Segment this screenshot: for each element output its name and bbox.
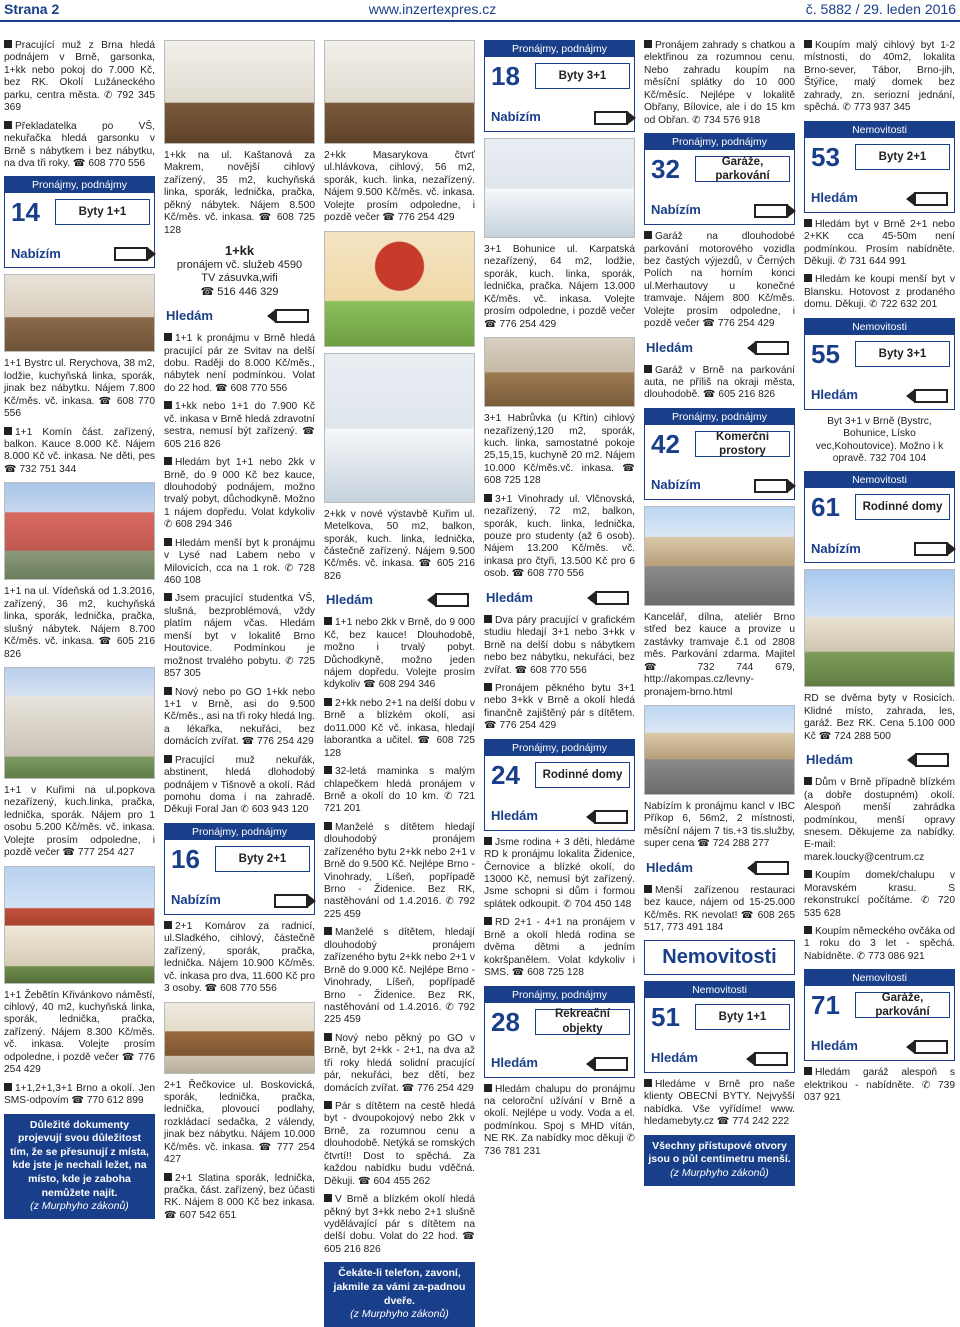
- arrow-right-icon: [914, 542, 948, 556]
- section-box: [4, 176, 155, 268]
- column-6: [804, 40, 955, 1327]
- classified-ad: Hledám byt v Brně 2+1 nebo 2+KK cca 45-50m není podmínkou. Prosím nabídněte. Děkuji. ✆ 731 644 991: [804, 218, 955, 267]
- classified-ad: Nový nebo po GO 1+kk nebo 1+1 v Brně, asi do 9.500 Kč/měs., asi na tři roky hledá Ing. a lékařka, nekuřáci, bez domácích zvířat. ☎ 776 254 429: [164, 686, 315, 748]
- section-header: Pronájmy, podnájmy: [485, 987, 634, 1003]
- classified-ad: 2+kk v nové výstavbě Kuřim ul. Metelkova, 50 m2, balkon, sporák, kuch. linka, lednička, částečně zařízený. Nájem 9.500 Kč/měs. vč. inkasa. ☎ 605 216 826: [324, 508, 475, 582]
- section-label: [324, 589, 475, 611]
- section-category: Byty 1+1: [695, 1004, 790, 1030]
- classified-ad: Koupím domek/chalupu v Moravském krasu. S rekonstrukcí počítáme. ✆ 720 535 628: [804, 870, 955, 919]
- section-category: Byty 2+1: [215, 846, 310, 872]
- section-box: [484, 40, 635, 132]
- classified-ad: Pronájem zahrady s chatkou a elektřinou za rozumnou cenu. Nebo zahradu koupím na měsíční splátky do 10 000 Kč/měsíc. Nejlépe v lokalitě Obřany, Bílovice, ale i do 15 km od Obřan. ✆ 734 576 918: [644, 40, 795, 126]
- classified-ad: Hledám garáž alespoň s elektrikou - nabídněte. ✆ 739 037 921: [804, 1067, 955, 1104]
- classified-ad: 1+1,2+1,3+1 Brno a okolí. Jen SMS-odpovím ☎ 770 612 899: [4, 1082, 155, 1107]
- section-number: 32: [651, 154, 680, 185]
- notice-author: (z Murphyho zákonů): [350, 1308, 449, 1321]
- boxed-ad-line: pronájem vč. služeb 4590: [176, 258, 303, 271]
- classified-ad: V Brně a blízkém okolí hledá pěkný byt 3+kk nebo 2+1 slušně vydělávající pár s dítětem na delší dobu. Volat do 22 hod. ☎ 605 216 826: [324, 1194, 475, 1255]
- section-number: 61: [811, 492, 840, 523]
- column-3: [324, 40, 475, 1327]
- arrow-left-icon: [275, 309, 309, 323]
- site-url[interactable]: www.inzertexpres.cz: [368, 1, 497, 18]
- section-subtitle: Hledám: [811, 1038, 858, 1054]
- ads-columns: [4, 40, 958, 1327]
- street-photo: [644, 506, 795, 606]
- section-category: Byty 2+1: [855, 144, 950, 170]
- notice-text: Všechny přístupové otvory jsou o půl centimetru menší.: [648, 1139, 791, 1166]
- classified-ad: Menší zařízenou restauraci bez kauce, nájem od 15-25.000 Kč/měs. RK nevolat! ☎ 608 265 517, 773 491 184: [644, 884, 795, 933]
- building-photo: [4, 667, 155, 779]
- classified-ad: 1+1 Komín část. zařízený, balkon. Kauce 8.000 Kč. Nájem 8.000 Kč vč. inkasa. Ne děti, pes ☎ 732 751 344: [4, 426, 155, 475]
- boxed-ad-line: TV zásuvka,wifi: [201, 272, 278, 285]
- notice-text: Důležité dokumenty projevují svou důležitost tím, že se přesunují z místa, kde jste je nechali ležet, na místo, kde je zaboha nemůžete najít.: [10, 1118, 149, 1199]
- classified-ad: Garáž na dlouhodobé parkování motorového vozidla bez častých výjezdů, v Černých Polích na horním konci ul.Merhautovy u konečné tramvaje. Nájem 800 Kč/měs. Volejte prosím odpoledne, i pozdě večer ☎ 776 254 429: [644, 231, 795, 330]
- cartoon-house-illustration: [324, 231, 475, 347]
- section-box: [804, 471, 955, 563]
- room-photo: [484, 337, 635, 407]
- section-header: Nemovitosti: [805, 122, 954, 138]
- classified-ad: Pronájem pěkného bytu 3+1 nebo 3+kk v Brně a okolí hledá finančně zajištěný pár s dítětem. ☎ 776 254 429: [484, 682, 635, 732]
- arrow-right-icon: [754, 479, 788, 493]
- notice-author: (z Murphyho zákonů): [30, 1200, 129, 1213]
- office-building-photo: [644, 705, 795, 795]
- section-box: [484, 986, 635, 1078]
- classified-ad: Překladatelka po VŠ, nekuřačka hledá garsonku v Brně s nábytkem i bez nábytku, na dva tři roky. ☎ 608 770 556: [4, 120, 155, 169]
- section-number: 24: [491, 759, 520, 790]
- section-label-text: Hledám: [806, 752, 853, 768]
- section-number: 28: [491, 1006, 520, 1037]
- murphy-notice: [324, 1262, 475, 1327]
- arrow-left-icon: [914, 192, 948, 206]
- section-label: [484, 587, 635, 609]
- section-number: 42: [651, 428, 680, 459]
- section-number: 14: [11, 197, 40, 228]
- house-photo: [4, 866, 155, 984]
- classified-ad: Hledám ke koupi menší byt v Blansku. Hotovost z prodaného domu. Děkuji. ✆ 722 632 201: [804, 274, 955, 311]
- classified-ad: Hledáme v Brně pro naše klienty OBECNÍ BYTY. Nejvyšší nabídka. Vše vyřídíme! www. hledamebyty.cz ☎ 774 242 222: [644, 1078, 795, 1128]
- section-category: Rodinné domy: [535, 762, 630, 788]
- notice-text: Čekáte-li telefon, zavoní, jakmile za vámi za-padnou dveře.: [333, 1267, 466, 1307]
- classified-ad: 3+1 Habrůvka (u Křtin) cihlový nezařízený,120 m2, sporák, kuch. linka, samostatné pokoje 25,15,15, kuchyně 20 m2. Nájem 10.000 Kč/měs.vč. inkasa. ☎ 608 725 128: [484, 413, 635, 487]
- arrow-left-icon: [594, 810, 628, 824]
- section-subtitle: Hledám: [651, 1049, 698, 1065]
- section-box: [804, 121, 955, 213]
- section-box: [644, 981, 795, 1073]
- room-photo: [4, 274, 155, 352]
- section-subtitle: Nabízím: [651, 477, 701, 493]
- column-5: [644, 40, 795, 1327]
- classified-ad: 1+1 nebo 2kk v Brně, do 9 000 Kč, bez kauce! Dlouhodobě, možno i trvalý pobyt. Důchodkyně, možno jeden nájem dopředu. Volejte prosím kdykoliv ☎ 608 294 346: [324, 617, 475, 691]
- kitchen-photo: [164, 1002, 315, 1074]
- section-category: Garáže, parkování: [695, 156, 790, 182]
- section-header: Pronájmy, podnájmy: [645, 409, 794, 425]
- section-category: Byty 3+1: [535, 63, 630, 89]
- page-header: [0, 0, 960, 22]
- classified-ad: 2+kk Masarykova čtvrť ul.hlávkova, cihlový, 56 m2, sporák, kuch. linka, nezařízený. Nájem 9.500 Kč/měs. vč. inkasa. Volejte prosím odpoledne, i pozdě večer ☎ 776 254 429: [324, 150, 475, 224]
- classified-ad: Pár s dítětem na cestě hledá byt - dvoupokojový nebo 2kk v Brně, za rozumnou cenu a dlouhodobě. Netýká se romských čtvrtí!! Dost to spěchá. Za každou nabídku budu vděčná. Děkuji. ☎ 604 455 262: [324, 1101, 475, 1187]
- section-subtitle: Nabízím: [491, 109, 541, 125]
- section-header: Nemovitosti: [805, 319, 954, 335]
- classified-ad: 2+1 Slatina sporák, lednička, pračka, část. zařízený, bez účasti RK. Nájem 8 000 Kč bez inkasa. ☎ 607 542 651: [164, 1172, 315, 1221]
- classified-ad: 1+1 k pronájmu v Brně hledá pracující pár ze Svitav na delší dobu. Raději do 8.000 Kč/měs., nábytek není podmínkou. Volat do 22 hod. ☎ 608 770 556: [164, 333, 315, 394]
- column-4: [484, 40, 635, 1327]
- section-number: 71: [811, 990, 840, 1021]
- classified-ad: 2+1 Řečkovice ul. Boskovická, sporák, lednička, pračka, lednička, plovoucí podlahy, rozkládací sedačka, 2 válendy, jinak bez nábytku. Nájem 10.000 Kč/měs. vč. inkasa. ☎ 777 254 427: [164, 1079, 315, 1166]
- classified-ad: Pracující muž z Brna hledá podnájem v Brně, garsonka, 1+kk nebo pokoj do 7.000 Kč, bez RK. Okolí Lužáneckého parku, centra města. ✆ 792 345 369: [4, 40, 155, 114]
- section-number: 53: [811, 141, 840, 172]
- room-photo: [164, 40, 315, 144]
- murphy-notice: [644, 1135, 795, 1186]
- classified-ad: Hledám chalupu do pronájmu na celoroční užívání v Brně a okolí. Nejlépe u vody. Voda a el. podmínkou. Spoj s MHD vítán, NE RK. Za nabídky moc děkuji ✆ 736 781 231: [484, 1083, 635, 1157]
- arrow-left-icon: [914, 1040, 948, 1054]
- section-label-text: Hledám: [486, 589, 533, 605]
- classified-ad: Dům v Brně případně blízkém (a dobře dostupném) okolí. Alespoň menší zahrádka podmínkou, menší opravy snesem. Děkujeme za nabídky. E-mail: marek.loucky@centrum.cz: [804, 777, 955, 863]
- classified-ad: 2+1 Komárov za radnicí, ul.Sladkého, cihlový, částečně zařízený, sporák, pračka, lednička. Nájem 10.900 Kč/měs. vč. inkasa pro dva, 11.600 Kč pro 3 osoby. ☎ 608 770 556: [164, 920, 315, 995]
- section-subtitle: Nabízím: [651, 202, 701, 218]
- classified-ad: 3+1 Vinohrady ul. Vlčnovská, nezařízený, 72 m2, balkon, sporák, kuch. linka, lednička, pouze pro studenty (až 6 osob). Nájem 13.200 Kč/měs. vč. inkasa pro čtyři, 13.500 Kč pro 6 osob. ☎ 608 770 556: [484, 493, 635, 580]
- section-header: Pronájmy, podnájmy: [165, 824, 314, 840]
- section-category: Byty 3+1: [855, 341, 950, 367]
- arrow-left-icon: [595, 591, 629, 605]
- section-header: Pronájmy, podnájmy: [485, 740, 634, 756]
- arrow-left-icon: [754, 1052, 788, 1066]
- section-subtitle: Nabízím: [811, 540, 861, 556]
- classified-ad: 1+1 Žebětín Křivánkovo náměstí, cihlový, 40 m2, kuchyňská linka, sporák, lednička, pračka, zařízený. Nájem 8.300 Kč/měs. vč. inkasa. Volejte prosím odpoledne, i pozdě večer ☎ 776 254 429: [4, 989, 155, 1076]
- section-box: [164, 823, 315, 915]
- classified-ad: Byt 3+1 v Brně (Bystrc, Bohunice, Lísko vec,Kohoutovice). Možno i k opravě. 732 704 104: [815, 415, 944, 464]
- classified-ad: RD 2+1 - 4+1 na pronájem v Brně a okolí hledá rodina se dvěma dětmi a jedním kokršpanělem. Volat kdykoliv i SMS. ☎ 608 725 128: [484, 917, 635, 979]
- arrow-left-icon: [755, 861, 789, 875]
- classified-ad: 32-letá maminka s malým chlapečkem hledá pronájem v Brně a okolí do 10 km. ✆ 721 721 201: [324, 766, 475, 815]
- classified-ad: RD se dvěma byty v Rosicích. Klidné místo, zahrada, les, garáž. Bez RK. Cena 5.100 000 Kč ☎ 724 288 500: [804, 693, 955, 742]
- classified-ad: Jsem pracující studentka VŠ, slušná, bezproblémová, vždy platím nájem včas. Hledám menší byt v lokalitě Brno Houtovice. Podmínkou je možnost trvalého pobytu. ✆ 725 857 305: [164, 593, 315, 680]
- arrow-left-icon: [435, 593, 469, 607]
- section-subtitle: Hledám: [811, 189, 858, 205]
- classified-ad: 1+kk na ul. Kaštanová za Makrem, novější cihlový zařízený, 35 m2, kuchyňská linka, sporák, lednička, pračka, pěkný nábytek. Nájem 8.500 Kč/měs. vč. inkasa. ☎ 608 725 128: [164, 150, 315, 236]
- section-label-text: Hledám: [646, 859, 693, 875]
- section-subtitle: Hledám: [491, 1054, 538, 1070]
- bathtub-photo: [484, 138, 635, 238]
- notice-author: (z Murphyho zákonů): [670, 1166, 769, 1179]
- page-number: Strana 2: [4, 1, 60, 18]
- arrow-left-icon: [594, 1057, 628, 1071]
- classified-ad: Jsme rodina + 3 děti, hledáme RD k pronájmu lokalita Židenice, Černovice a blízké okolí, do 13000 Kč, nemusí být zařízený. Jsme schopni si dům i formou splátek odkoupit. ✆ 704 450 148: [484, 836, 635, 910]
- section-header: Nemovitosti: [645, 982, 794, 998]
- classified-ad: Garáž v Brně na parkování auta, ne příliš na okraji města, dlouhodobě. ☎ 605 216 826: [644, 364, 795, 401]
- arrow-left-icon: [914, 389, 948, 403]
- bathroom-photo: [324, 353, 475, 503]
- section-label: [644, 337, 795, 359]
- classified-ad: Koupím malý cihlový byt 1-2 místnosti, do 40m2, lokalita Brno-sever, Tábor, Brno-jih, Štýřice, malý domek bez zahrady, zn. seriozní jednání, spěchá. ✆ 773 937 345: [804, 40, 955, 114]
- boxed-ad: [164, 243, 315, 299]
- section-category: Komerční prostory: [695, 431, 790, 457]
- arrow-left-icon: [915, 753, 949, 767]
- building-photo: [4, 482, 155, 580]
- classified-ad: Koupím německého ovčáka od 1 roku do 3 let - spěchá. Nabídněte. ✆ 773 086 921: [804, 926, 955, 962]
- section-number: 51: [651, 1001, 680, 1032]
- section-subtitle: Nabízím: [171, 892, 221, 908]
- house-photo: [804, 569, 955, 687]
- section-label-text: Hledám: [646, 339, 693, 355]
- section-box: [644, 133, 795, 225]
- section-header: Pronájmy, podnájmy: [645, 134, 794, 150]
- murphy-notice: [4, 1114, 155, 1219]
- arrow-left-icon: [755, 341, 789, 355]
- classified-ad: Pracující muž nekuřák, abstinent, hledá dlohodobý podnájem v Tišnově a okolí. Rád pomohu doma i na zahradě. Děkuji Foral Jan ✆ 603 943 120: [164, 754, 315, 816]
- classified-ad: Nabízím k pronájmu kancl v IBC Příkop 6, 56m2, 2 místnosti, měsíční nájem 7 tis.+3 tis.služby, super cena ☎ 724 288 277: [644, 800, 795, 850]
- section-header: Nemovitosti: [805, 472, 954, 488]
- section-box: [804, 318, 955, 410]
- arrow-right-icon: [114, 247, 148, 261]
- classified-ad: Hledám byt 1+1 nebo 2kk v Brně, do 9 000 Kč bez kauce, dlouhodobý podnájem, možno trvalý pobyt, důchodkyně. Možno 1 nájem dopředu. Volat kdykoliv ✆ 608 294 346: [164, 457, 315, 531]
- section-label: [804, 749, 955, 771]
- section-box: [644, 408, 795, 500]
- boxed-ad-line: ☎ 516 446 329: [200, 285, 279, 298]
- section-category: Garáže, parkování: [855, 992, 950, 1018]
- classified-ad: Manželé s dítětem, hledají dlouhodobý pronájem zařízeného bytu 2+kk nebo 2+1 v Brně do 9.000 Kč. Nejlépe Brno - Vinohrady, Líšeň, popřípadě Brno - Židenice. Bez RK, nastěhování od 1.4.2016. ✆ 792 225 459: [324, 927, 475, 1026]
- section-category: Rodinné domy: [855, 494, 950, 520]
- section-box: [804, 969, 955, 1061]
- section-label-text: Hledám: [166, 308, 213, 324]
- column-1: [4, 40, 155, 1327]
- section-subtitle: Hledám: [491, 807, 538, 823]
- section-header: Nemovitosti: [805, 970, 954, 986]
- section-category: Rekreační objekty: [535, 1009, 630, 1035]
- classified-ad: Dva páry pracující v grafickém studiu hledají 3+1 nebo 3+kk v Brně na delší dobu s nábytkem nebo bez nábytku, nekuřáci, bez zvířat. ☎ 608 770 556: [484, 614, 635, 676]
- category-title: Nemovitosti: [644, 940, 795, 974]
- section-label: [644, 857, 795, 879]
- section-header: Pronájmy, podnájmy: [485, 41, 634, 57]
- section-label-text: Hledám: [326, 592, 373, 608]
- arrow-right-icon: [274, 894, 308, 908]
- room-photo: [324, 40, 475, 144]
- section-number: 16: [171, 843, 200, 874]
- classified-ad: 1+kk nebo 1+1 do 7.900 Kč vč. inkasa v Brně hledá zdravotní sestra, nemusí být zařízený. ☎ 605 216 826: [164, 401, 315, 450]
- classified-ad: 1+1 na ul. Vídeňská od 1.3.2016, zařízený, 36 m2, kuchyňská linka, sporák, lednička, pračka, slušný nábytek. Nájem 8.700 Kč/měs. vč. inkasa. ☎ 605 216 826: [4, 586, 155, 660]
- classified-ad: Hledám menší byt k pronájmu v Lysé nad Labem nebo v Milovicích, cca na 1 rok. ✆ 728 460 108: [164, 537, 315, 587]
- section-label: [164, 305, 315, 327]
- section-header: Pronájmy, podnájmy: [5, 177, 154, 193]
- classified-ad: Nový nebo pěkný po GO v Brně, byt 2+kk - 2+1, na dva až tři roky hledá solidní pracující pár, nekuřáci, bez dětí, bez domácích zvířat. ☎ 776 254 429: [324, 1032, 475, 1094]
- classified-ad: 1+1 Bystrc ul. Rerychova, 38 m2, lodžie, kuchyňská linka, sporák, jinak bez nábytku. Nájem 7.800 Kč/měs. vč. inkasa. ☎ 608 770 556: [4, 358, 155, 420]
- section-number: 18: [491, 61, 520, 91]
- classified-ad: 1+1 v Kuřimi na ul.popkova nezařízený, kuch.linka, pračka, lednička, sporák. Nájem pro 1 osobu 5.200 Kč/měs. vč. inkasa. Volejte prosím odpoledne, i pozdě večer ☎ 777 254 427: [4, 784, 155, 859]
- classified-ad: 3+1 Bohunice ul. Karpatská nezařízený, 64 m2, lodžie, sporák, kuch. linka, sporák, lednička, pračka. Nájem 13.000 Kč/měs. vč. inkasa. Volejte prosím odpoledne, i pozdě večer ☎ 776 254 429: [484, 244, 635, 330]
- section-box: [484, 739, 635, 831]
- classified-ad: Manželé s dítětem hledají dlouhodobý pronájem zařízeného bytu 2+kk nebo 2+1 v Brně do 9.500 Kč. Nejlépe Brno - Vinohrady, Líšeň, popřípadě Brno - Židenice. Bez RK, nastěhování od 1.4.2016. ✆ 792 225 459: [324, 821, 475, 920]
- classified-ad: Kancelář, dílna, ateliér Brno střed bez kauce a provize u zastávky tramvaje č.1 od 2808 měs. Parkování zdarma. Majitel ☎ 732 744 679, http://akompas.cz/levny-pronajem-brno.html: [644, 611, 795, 698]
- boxed-ad-title: 1+kk: [224, 243, 255, 259]
- arrow-right-icon: [594, 111, 628, 125]
- issue-date: č. 5882 / 29. leden 2016: [805, 1, 956, 18]
- classified-ad: 2+kk nebo 2+1 na delší dobu v Brně a blízkém okolí, asi do11.000 Kč vč. inkasa, hledají laborantka a učitel. ☎ 608 725 128: [324, 697, 475, 759]
- section-subtitle: Nabízím: [11, 245, 61, 261]
- section-number: 55: [811, 338, 840, 369]
- section-subtitle: Hledám: [811, 386, 858, 402]
- column-2: [164, 40, 315, 1327]
- section-category: Byty 1+1: [55, 199, 150, 225]
- arrow-right-icon: [754, 204, 788, 218]
